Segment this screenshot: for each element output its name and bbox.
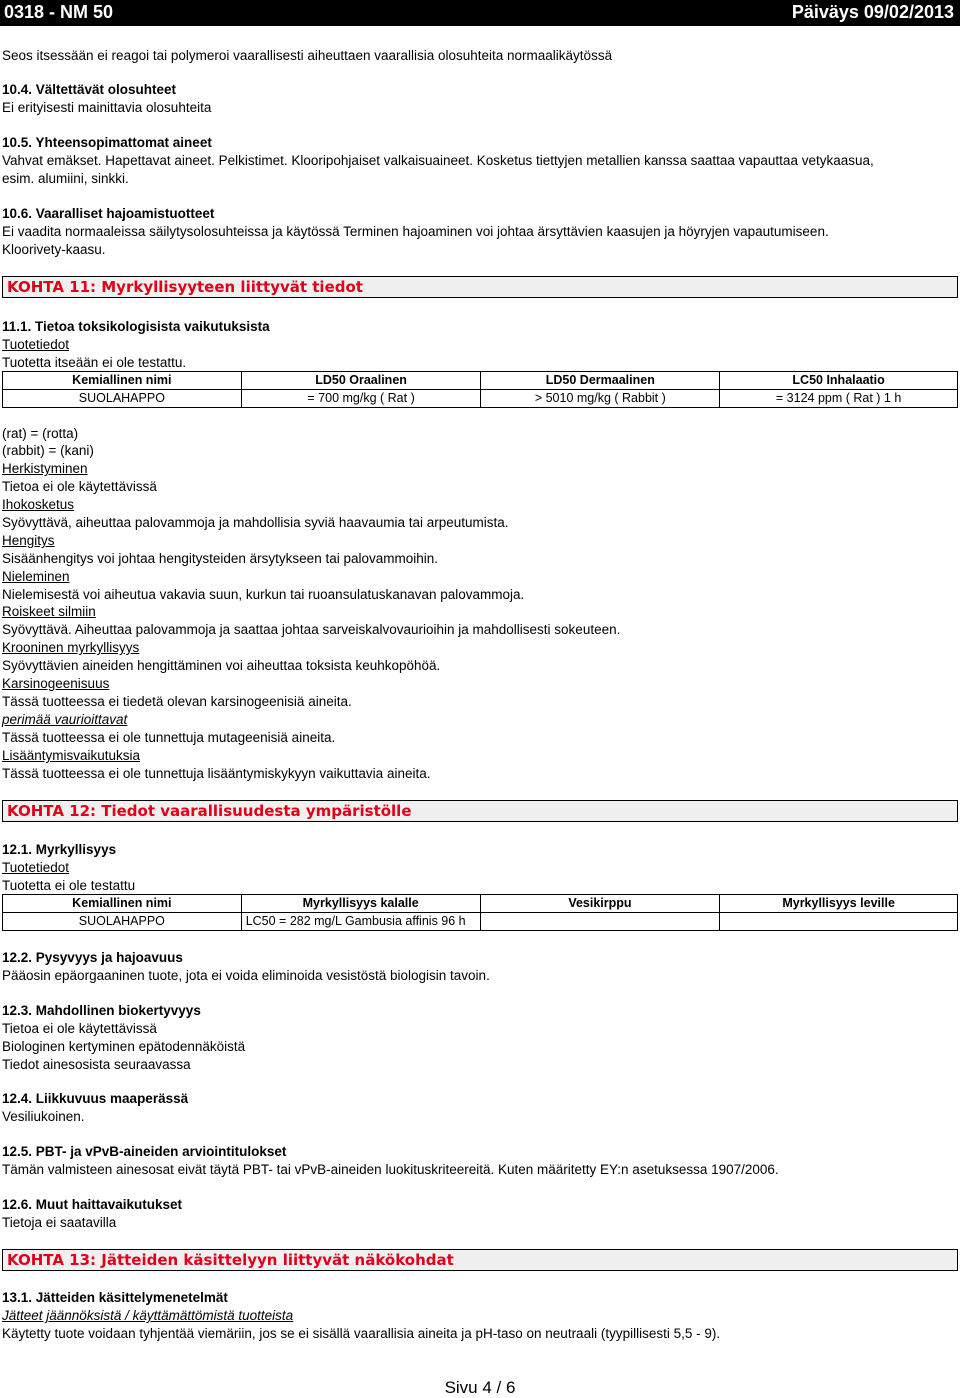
heading-12-5: 12.5. PBT- ja vPvB-aineiden arviointitulokset bbox=[2, 1144, 287, 1159]
ecotoxicity-table bbox=[2, 894, 958, 931]
item-text: Tietoa ei ole käytettävissä bbox=[2, 479, 157, 494]
item-label: Nieleminen bbox=[2, 569, 70, 584]
waste-subheading: Jätteet jäännöksistä / käyttämättömistä tuotteista bbox=[2, 1308, 294, 1323]
table-cell: = 3124 ppm ( Rat ) 1 h bbox=[720, 390, 958, 408]
item-label: Hengitys bbox=[2, 533, 55, 548]
table-row bbox=[3, 913, 958, 931]
item-text: Sisäänhengitys voi johtaa hengitysteiden ärsytykseen tai palovammoihin. bbox=[2, 551, 439, 566]
item-label: Karsinogeenisuus bbox=[2, 676, 110, 691]
table-header-cell: Kemiallinen nimi bbox=[3, 372, 242, 390]
text-10-5-a: Vahvat emäkset. Hapettavat aineet. Pelkistimet. Klooripohjaiset valkaisuaineet. Kosketus tiettyjen metallien kanssa saattaa vapauttaa vetykaasua, bbox=[2, 153, 874, 168]
text-12-3-b: Biologinen kertyminen epätodennäköistä bbox=[2, 1039, 246, 1054]
product-info-label-11: Tuotetiedot bbox=[2, 337, 70, 352]
heading-10-4: 10.4. Vältettävät olosuhteet bbox=[2, 82, 177, 97]
heading-12-6: 12.6. Muut haittavaikutukset bbox=[2, 1197, 183, 1212]
heading-12-3: 12.3. Mahdollinen biokertyvyys bbox=[2, 1003, 201, 1018]
heading-11-1: 11.1. Tietoa toksikologisista vaikutuksista bbox=[2, 319, 270, 334]
reactivity-text: Seos itsessään ei reagoi tai polymeroi vaarallisesti aiheuttaen vaarallisia olosuhteita normaalikäytössä bbox=[2, 48, 613, 63]
table-cell: SUOLAHAPPO bbox=[3, 390, 242, 408]
item-label: Krooninen myrkyllisyys bbox=[2, 640, 140, 655]
rabbit-note: (rabbit) = (kani) bbox=[2, 443, 94, 458]
text-12-3-c: Tiedot ainesosista seuraavassa bbox=[2, 1057, 191, 1072]
table-header-cell: Vesikirppu bbox=[480, 895, 720, 913]
table-header-cell: LD50 Oraalinen bbox=[241, 372, 481, 390]
heading-12-2: 12.2. Pysyvyys ja hajoavuus bbox=[2, 950, 183, 965]
table-header-cell: Kemiallinen nimi bbox=[3, 895, 242, 913]
table-header-cell: Myrkyllisyys leville bbox=[720, 895, 958, 913]
section-13-header bbox=[2, 1249, 958, 1271]
section-13-title: KOHTA 13: Jätteiden käsittelyyn liittyvät näkökohdat bbox=[7, 1251, 454, 1269]
table-header-row bbox=[3, 372, 958, 390]
item-text: Nielemisestä voi aiheutua vakavia suun, kurkun tai ruoansulatuskanavan palovammoja. bbox=[2, 587, 525, 602]
item-label: Lisääntymisvaikutuksia bbox=[2, 748, 141, 763]
item-label: Roiskeet silmiin bbox=[2, 604, 96, 619]
text-12-3-a: Tietoa ei ole käytettävissä bbox=[2, 1021, 157, 1036]
item-text: Tässä tuotteessa ei ole tunnettuja mutageenisiä aineita. bbox=[2, 730, 336, 745]
text-12-5: Tämän valmisteen ainesosat eivät täytä PBT- tai vPvB-aineiden luokituskriteereitä. Kuten määritetty EY:n asetuksessa 1907/2006. bbox=[2, 1162, 779, 1177]
heading-10-6: 10.6. Vaaralliset hajoamistuotteet bbox=[2, 206, 215, 221]
section-12-title: KOHTA 12: Tiedot vaarallisuudesta ympäristölle bbox=[7, 802, 412, 820]
product-info-text-12: Tuotetta ei ole testattu bbox=[2, 878, 136, 893]
table-cell bbox=[480, 913, 720, 931]
heading-13-1: 13.1. Jätteiden käsittelymenetelmät bbox=[2, 1290, 228, 1305]
item-label: Ihokosketus bbox=[2, 497, 75, 512]
product-info-label-12: Tuotetiedot bbox=[2, 860, 70, 875]
section-11-title: KOHTA 11: Myrkyllisyyteen liittyvät tiedot bbox=[7, 278, 363, 296]
item-text: Tässä tuotteessa ei tiedetä olevan karsinogeenisiä aineita. bbox=[2, 694, 352, 709]
text-13-1: Käytetty tuote voidaan tyhjentää viemäriin, jos se ei sisällä vaarallisia aineita ja pH-taso on neutraali (tyypillisesti 5,5 - 9). bbox=[2, 1326, 721, 1341]
text-10-4: Ei erityisesti mainittavia olosuhteita bbox=[2, 100, 212, 115]
text-10-5-b: esim. alumiini, sinkki. bbox=[2, 171, 129, 186]
heading-12-1: 12.1. Myrkyllisyys bbox=[2, 842, 117, 857]
section-12-header bbox=[2, 800, 958, 822]
heading-12-4: 12.4. Liikkuvuus maaperässä bbox=[2, 1091, 189, 1106]
item-text: Syövyttävä. Aiheuttaa palovammoja ja saattaa johtaa sarveiskalvovaurioihin ja mahdollisesti sokeuteen. bbox=[2, 622, 621, 637]
document-id: 0318 - NM 50 bbox=[4, 2, 114, 22]
table-header-cell: LC50 Inhalaatio bbox=[720, 372, 958, 390]
rat-note: (rat) = (rotta) bbox=[2, 426, 79, 441]
heading-10-5: 10.5. Yhteensopimattomat aineet bbox=[2, 135, 212, 150]
table-cell: = 700 mg/kg ( Rat ) bbox=[241, 390, 481, 408]
text-12-2: Pääosin epäorgaaninen tuote, jota ei voida eliminoida vesistöstä biologisin tavoin. bbox=[2, 968, 490, 983]
text-12-6: Tietoja ei saatavilla bbox=[2, 1215, 117, 1230]
section-11-header bbox=[2, 276, 958, 298]
table-cell bbox=[720, 913, 958, 931]
table-cell: SUOLAHAPPO bbox=[3, 913, 242, 931]
document-date: Päiväys 09/02/2013 bbox=[791, 2, 954, 22]
table-row bbox=[3, 390, 958, 408]
item-text: Syövyttävien aineiden hengittäminen voi aiheuttaa toksista keuhkopöhöä. bbox=[2, 658, 441, 673]
table-header-row bbox=[3, 895, 958, 913]
text-12-4: Vesiliukoinen. bbox=[2, 1109, 85, 1124]
item-label: perimää vaurioittavat bbox=[2, 712, 128, 727]
page-header bbox=[0, 0, 960, 26]
item-label: Herkistyminen bbox=[2, 461, 88, 476]
text-10-6-b: Kloorivety-kaasu. bbox=[2, 242, 106, 257]
item-text: Tässä tuotteessa ei ole tunnettuja lisääntymiskykyyn vaikuttavia aineita. bbox=[2, 766, 431, 781]
text-10-6-a: Ei vaadita normaaleissa säilytysolosuhteissa ja käytössä Terminen hajoaminen voi johtaa ärsyttävien kaasujen ja höyryjen vapautumiseen. bbox=[2, 224, 829, 239]
table-cell: > 5010 mg/kg ( Rabbit ) bbox=[481, 390, 720, 408]
item-text: Syövyttävä, aiheuttaa palovammoja ja mahdollisia syviä haavaumia tai arpeutumista. bbox=[2, 515, 509, 530]
product-info-text-11: Tuotetta itseään ei ole testattu. bbox=[2, 355, 187, 370]
toxicity-table bbox=[2, 371, 958, 408]
page-number: Sivu 4 / 6 bbox=[444, 1378, 516, 1397]
table-header-cell: LD50 Dermaalinen bbox=[481, 372, 720, 390]
table-header-cell: Myrkyllisyys kalalle bbox=[241, 895, 480, 913]
table-cell: LC50 = 282 mg/L Gambusia affinis 96 h bbox=[241, 913, 480, 931]
